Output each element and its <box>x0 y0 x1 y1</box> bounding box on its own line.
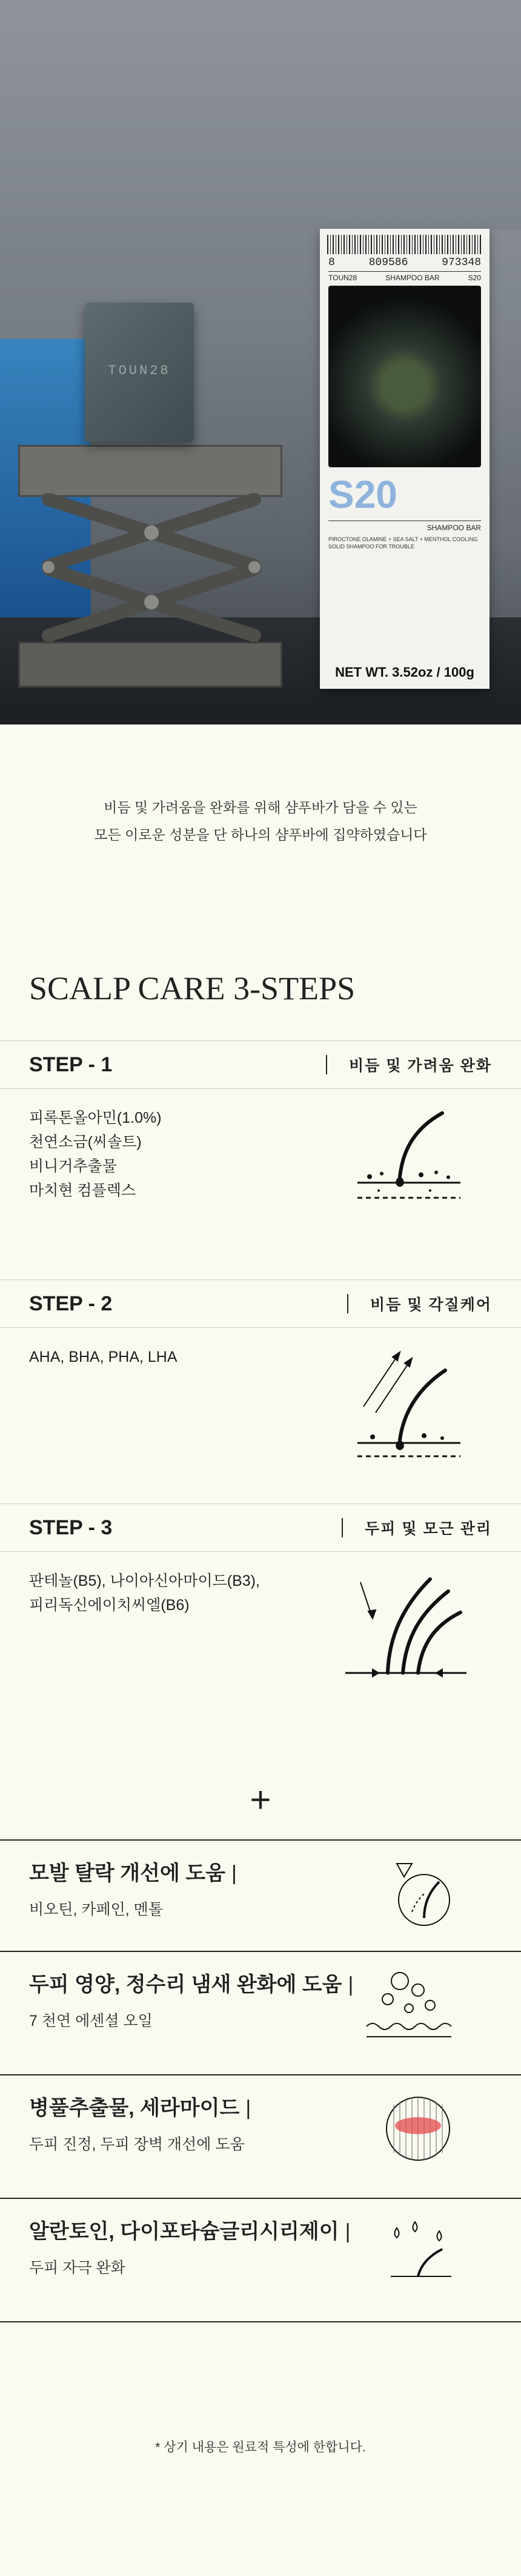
benefit-subtitle: 비오틴, 카페인, 멘톨 <box>29 1901 163 1918</box>
box-brand: TOUN28 <box>328 274 357 282</box>
step-header <box>0 1280 521 1328</box>
step-header <box>0 1040 521 1089</box>
step-description: 비듬 및 가려움 완화 <box>348 1057 492 1074</box>
footnote: * 상기 내용은 원료적 특성에 한합니다. <box>155 2440 366 2454</box>
intro-text <box>0 724 521 849</box>
step-description: 비듬 및 각질케어 <box>370 1296 492 1313</box>
ingredient: 비니거추출물 <box>29 1158 117 1175</box>
lab-jack-scissor <box>36 493 267 642</box>
shampoo-bar <box>85 303 194 442</box>
box-photo <box>328 286 481 467</box>
box-code: S20 <box>468 274 481 282</box>
plus-sign: + <box>250 1779 271 1820</box>
barcode-digit-mid: 809586 <box>368 257 408 269</box>
barcode-number <box>328 257 481 269</box>
step-2 <box>0 1280 521 1476</box>
benefit-subtitle: 두피 자극 완화 <box>29 2259 125 2276</box>
divider <box>326 1055 327 1074</box>
benefit-item <box>0 1839 521 1951</box>
intro-line-2: 모든 이로운 성분을 단 하나의 샴푸바에 집약하였습니다 <box>94 827 427 843</box>
barcode-digit-left: 8 <box>328 257 335 269</box>
divider <box>342 1518 343 1537</box>
benefit-divider: | <box>245 2097 251 2120</box>
spacer <box>0 2322 521 2437</box>
benefit-title-text: 병풀추출물, 세라마이드 <box>29 2097 240 2120</box>
lab-jack-base <box>18 642 282 688</box>
step-description: 두피 및 모근 관리 <box>365 1520 492 1537</box>
benefit-title-text: 두피 영양, 정수리 냄새 완화에 도움 <box>29 1973 342 1996</box>
ingredient: 피리독신에이치씨엘(B6) <box>29 1597 190 1614</box>
hair-follicle-dandruff-icon <box>357 1107 460 1210</box>
bottom-spacer <box>0 2456 521 2528</box>
benefit-divider: | <box>348 1973 354 1996</box>
benefit-divider: | <box>231 1862 237 1885</box>
box-product-code: S20 <box>328 473 397 516</box>
barcode <box>327 235 482 254</box>
barcode-digit-right: 973348 <box>442 257 481 269</box>
ingredient: AHA, BHA, PHA, LHA <box>29 1349 178 1365</box>
benefit-title-text: 모발 탈락 개선에 도움 <box>29 1862 225 1885</box>
step-1 <box>0 1040 521 1252</box>
section-title: SCALP CARE 3-STEPS <box>29 970 356 1007</box>
box-header <box>328 271 481 282</box>
benefit-title-text: 알란토인, 다이포타슘글리시리제이 <box>29 2220 339 2243</box>
hair-root-care-icon <box>345 1564 466 1685</box>
box-ingredients: PIROCTONE OLAMINE + SEA SALT + MENTHOL COOLING SOLID SHAMPOO FOR TROUBLE <box>328 536 478 550</box>
step-number: STEP - 3 <box>29 1516 113 1539</box>
benefit-subtitle: 두피 진정, 두피 장벽 개선에 도움 <box>29 2136 245 2153</box>
benefit-item <box>0 2198 521 2322</box>
benefit-subtitle: 7 천연 에센셜 오일 <box>29 2012 153 2029</box>
divider <box>347 1294 348 1313</box>
benefit-divider: | <box>345 2220 351 2243</box>
product-box <box>320 229 489 689</box>
water-drop-hair-icon <box>388 2216 454 2288</box>
box-bar-label: SHAMPOO BAR <box>328 521 481 532</box>
box-type: SHAMPOO BAR <box>385 274 440 282</box>
benefit-item <box>0 2074 521 2198</box>
ingredient: 피록톤올아민(1.0%) <box>29 1109 162 1126</box>
benefit-item <box>0 1951 521 2074</box>
soothing-skin-icon <box>382 2092 454 2165</box>
step-number: STEP - 1 <box>29 1053 113 1076</box>
soap-logo: TOUN28 <box>108 363 171 378</box>
exfoliation-hair-icon <box>357 1340 460 1461</box>
lab-jack-top <box>18 445 282 497</box>
ingredient: 판테놀(B5), 나이아신아마이드(B3), <box>29 1572 260 1589</box>
ingredient: 마치현 컴플렉스 <box>29 1182 136 1199</box>
hair-loss-icon <box>388 1858 454 1930</box>
box-net-weight: NET WT. 3.52oz / 100g <box>335 665 474 680</box>
oil-bubbles-icon <box>363 1969 454 2042</box>
hero-photo <box>0 0 521 724</box>
intro-line-1: 비듬 및 가려움을 완화를 위해 샴푸바가 담을 수 있는 <box>104 800 417 815</box>
step-number: STEP - 2 <box>29 1292 113 1315</box>
step-header <box>0 1503 521 1552</box>
ingredient: 천연소금(씨솔트) <box>29 1134 142 1151</box>
step-3 <box>0 1503 521 1758</box>
